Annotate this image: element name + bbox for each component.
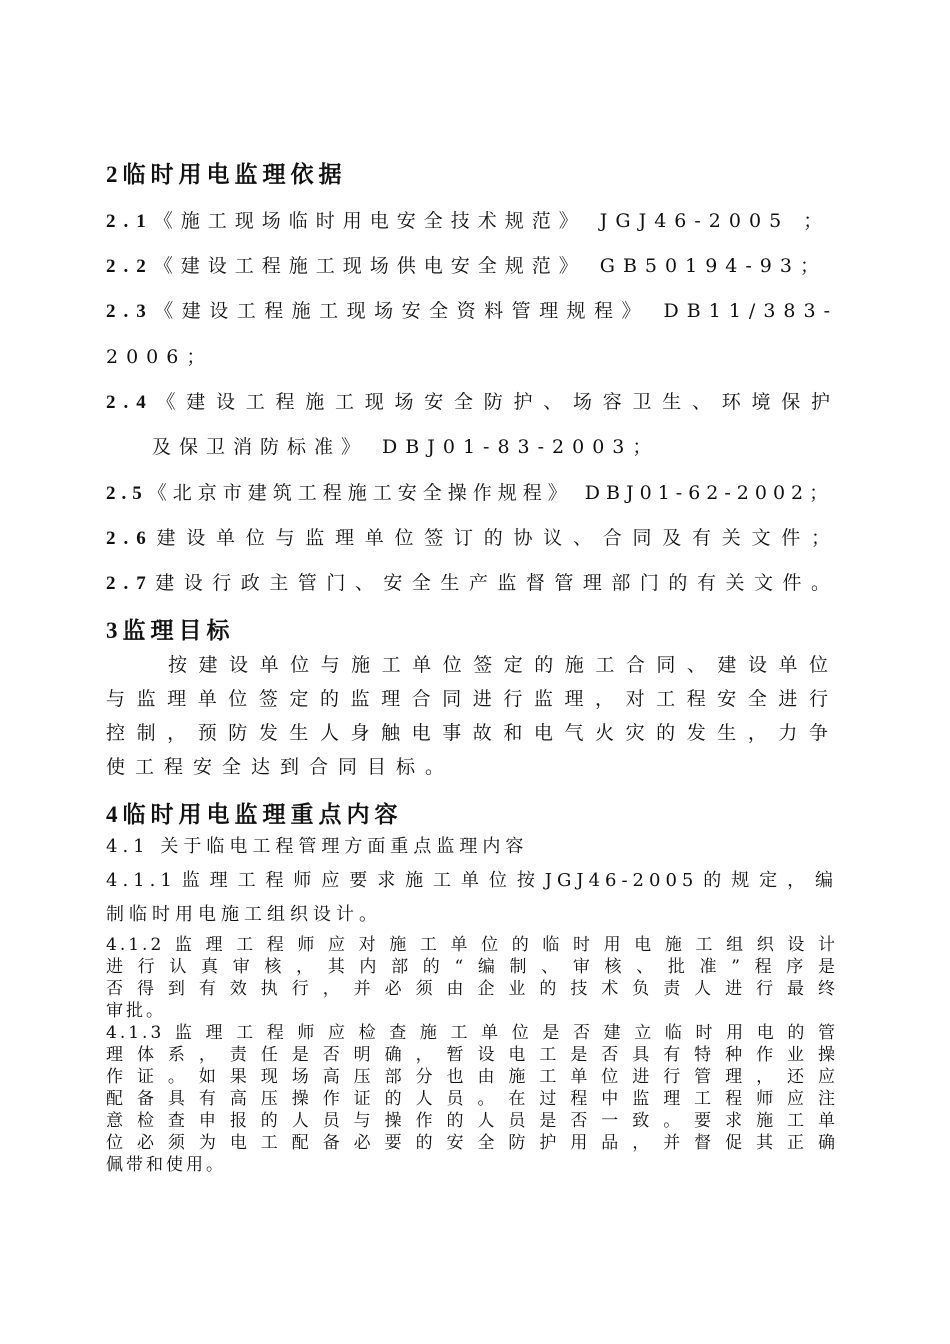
paragraph-line: 使工程安全达到合同目标。 [106, 756, 455, 778]
paragraph-line: 4.1.2监理工程师应对施工单位的临时用电施工组织设计 [106, 935, 838, 955]
section-4-heading [106, 796, 838, 829]
section-number: 4 [106, 802, 123, 827]
item-number: 2.5 [106, 483, 148, 504]
item-continuation: 及保卫消防标准》 DBJ01-83-2003； [152, 436, 660, 458]
item-number: 2.1 [106, 211, 154, 232]
item-continuation: 2006； [106, 346, 214, 368]
section-3-heading [106, 612, 838, 645]
item-text: 《建设工程施工现场安全资料管理规程》 DB11/383- [153, 300, 838, 322]
item-number: 2.7 [106, 573, 154, 594]
paragraph-line: 配备具有高压操作证的人员。在过程中监理工程师应注 [106, 1089, 838, 1109]
reference-item [106, 206, 838, 233]
paragraph-line: 与监理单位签定的监理合同进行监理，对工程安全进行 [106, 688, 838, 710]
reference-item [106, 568, 838, 595]
paragraph-line: 4.1.3监理工程师应检查施工单位是否建立临时用电的管 [106, 1023, 838, 1043]
paragraph-line: 佩带和使用。 [106, 1155, 226, 1175]
item-text: 《北京市建筑工程施工安全操作规程》 DBJ01-62-2002； [147, 482, 835, 504]
item-number: 2.3 [106, 301, 154, 322]
reference-item [106, 251, 838, 278]
reference-item [106, 387, 838, 414]
paragraph-line: 位必须为电工配备必要的安全防护用品，并督促其正确 [106, 1133, 838, 1153]
reference-item [106, 296, 838, 323]
paragraph-line: 4.1.1监理工程师应要求施工单位按JGJ46-2005的规定，编 [106, 870, 838, 891]
item-number: 2.6 [106, 528, 154, 549]
item-number: 2.4 [106, 392, 154, 413]
paragraph-line: 审批。 [106, 1001, 166, 1021]
item-number: 2.2 [106, 256, 154, 277]
item-text: 建设单位与监理单位签订的协议、合同及有关文件； [153, 527, 838, 549]
item-text: 《建设工程施工现场供电安全规范》 GB50194-93； [153, 255, 827, 277]
reference-item [106, 523, 838, 550]
item-text: 《施工现场临时用电安全技术规范》 JGJ46-2005 ； [153, 210, 831, 232]
paragraph-line: 进行认真审核，其内部的“编制、审核、批准”程序是 [106, 957, 838, 977]
section-title: 临时用电监理依据 [122, 161, 347, 188]
subsection-title: 4.1 关于临电工程管理方面重点监理内容 [106, 836, 529, 857]
section-2-heading [106, 156, 838, 189]
paragraph-line: 制临时用电施工组织设计。 [106, 904, 382, 925]
section-number: 2 [106, 162, 123, 187]
paragraph-line: 作证。如果现场高压部分也由施工单位进行管理，还应 [106, 1067, 838, 1087]
paragraph-line: 否得到有效执行，并必须由企业的技术负责人进行最终 [106, 979, 838, 999]
item-text: 建设行政主管门、安全生产监督管理部门的有关文件。 [153, 572, 838, 594]
item-text: 《建设工程施工现场安全防护、场容卫生、环境保护 [153, 391, 838, 413]
paragraph-line: 意检查申报的人员与操作的人员是否一致。要求施工单 [106, 1111, 838, 1131]
section-number: 3 [106, 618, 123, 643]
reference-item [106, 478, 838, 505]
paragraph-line: 按建设单位与施工单位签定的施工合同、建设单位 [168, 654, 838, 676]
paragraph-line: 控制，预防发生人身触电事故和电气火灾的发生，力争 [106, 722, 838, 744]
section-title: 临时用电监理重点内容 [122, 801, 403, 828]
section-title: 监理目标 [122, 617, 235, 644]
paragraph-line: 理体系，责任是否明确，暂设电工是否具有特种作业操 [106, 1045, 838, 1065]
